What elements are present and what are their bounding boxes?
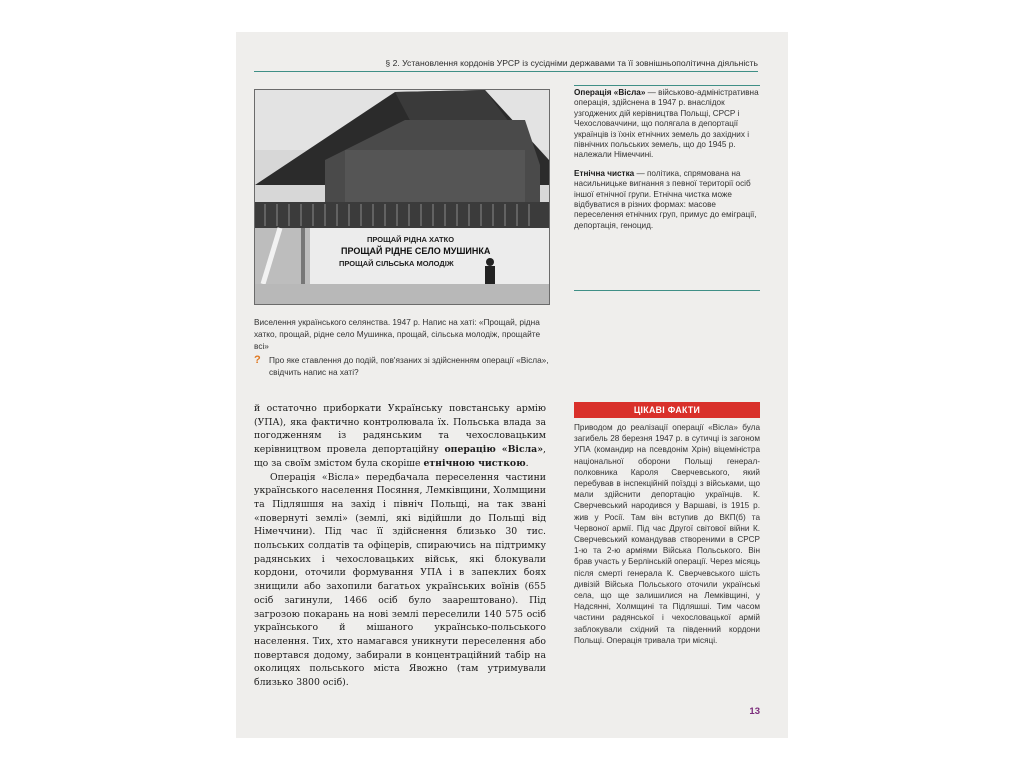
glossary-box [574, 88, 760, 239]
glossary-definition: — військово-адміністративна операція, здійснена в 1947 р. внаслідок узгоджених дій керівництва Польщі, СРСР і Чехословаччини, що полягала в депортації українців із їхніх етнічних земель до західних і північних польських земель, що до 1945 р. належали Німеччині. [574, 88, 759, 160]
text-run: , що за своїм змістом була скоріше [254, 444, 546, 469]
historical-photo [254, 89, 550, 305]
glossary-entry [574, 169, 760, 231]
question-text: Про яке ставлення до подій, пов'язаних зі здійсненням операції «Вісла», свідчить напис на хаті? [269, 355, 549, 377]
glossary-term: Етнічна чистка [574, 168, 635, 178]
question-icon: ? [254, 354, 261, 366]
photo-caption: Виселення українського селянства. 1947 р. Напис на хаті: «Прощай, рідна хатко, прощай, рідне село Мушинка, прощай, сільська молодіж, прощайте всі» [254, 317, 541, 351]
paragraph [254, 402, 546, 471]
interesting-facts-text: Приводом до реалізації операції «Вісла» була загибель 28 березня 1947 р. в сутичці із загоном УПА (командир на псевдонім Хрін) віцеміністра національної оборони Польщі генерал-полковника Кароля Сверчевського, який перебував в інспекційній поїздці з військами, що мали здійснити депортацію українців. К. Сверчевський народився у Варшаві, із 1915 р. жив у Росії. Там він вступив до ВКП(б) та Червоної армії. Під час Другої світової війни К. Сверчевський командував створеними в СРСР 1-ю та 2-ю арміями Війська Польського. Він брав участь у Берлінській операції. Через місяць після смерті генерала К. Сверчевського шість дивізій Війська Польського оточили українські села, що ще залишилися на Лемківщині, у Надсянні, Холмщині та Підляшші. Тим часом частини радянської і чехословацької армій заблокували східний та південний кордони Польщі. Операція тривала три місяці. [574, 423, 760, 645]
inscription-line-1: ПРОЩАЙ РІДНА ХАТКО [367, 235, 455, 244]
term-operation-vistula: операцію «Вісла» [444, 444, 544, 456]
page-number: 13 [749, 706, 760, 717]
text-run: й остаточно приборкати Українську повстанську армію (УПА), яка фактично контролювала їх. Польська влада за погодженням із радянським та чехословацьким керівництвом провела депортаційну [254, 403, 546, 456]
glossary-bottom-divider [574, 290, 760, 291]
interesting-facts-header: ЦІКАВІ ФАКТИ [574, 402, 760, 418]
question-block [254, 354, 554, 378]
glossary-term: Операція «Вісла» [574, 88, 646, 97]
glossary-top-divider [574, 85, 760, 86]
main-text [254, 402, 546, 690]
glossary-entry [574, 88, 760, 161]
inscription-line-3: ПРОЩАЙ СІЛЬСЬКА МОЛОДІЖ [339, 259, 454, 268]
text-run: . [525, 457, 529, 469]
book-page [236, 32, 788, 738]
inscription-line-2: ПРОЩАЙ РІДНЕ СЕЛО МУШИНКА [341, 246, 491, 256]
paragraph: Операція «Вісла» передбачала переселення частини українського населення Посяння, Лемківщини, Холмщини та Підляшшя на захід і північ Польщі, на так звані «повернуті землі» (землі, які відійшли до Польщі від Німеччини). Під час її здійснення близько 30 тис. польських солдатів та офіцерів, спираючись на підтримку радянських і чехословацьких військ, які блокували кордони, оточили формування УПА і в запеклих боях знищили або захопили багатьох українських воїнів (655 осіб загинули, 1466 осіб було заарештовано). Під загрозою покарань на нові землі переселили 140 575 осіб українського й мішаного українсько-польського населення. Тих, хто намагався уникнути переселення або повертався додому, забирали в концентраційний табір на околицях польського міста Явожно (там утримували близько 3800 осіб). [254, 471, 546, 689]
header-divider [254, 71, 758, 72]
term-ethnic-cleansing: етнічною чисткою [423, 457, 526, 469]
glossary-definition: — політика, спрямована на насильницьке вигнання з певної території осіб іншої етнічної групи. Етнічна чистка може відбуватися в різних формах: масове переселення етнічних груп, примус до еміграції, депортація, геноцид. [574, 168, 757, 230]
chapter-header: § 2. Установлення кордонів УРСР із сусідніми державами та її зовнішньополітична діяльність [385, 58, 758, 68]
